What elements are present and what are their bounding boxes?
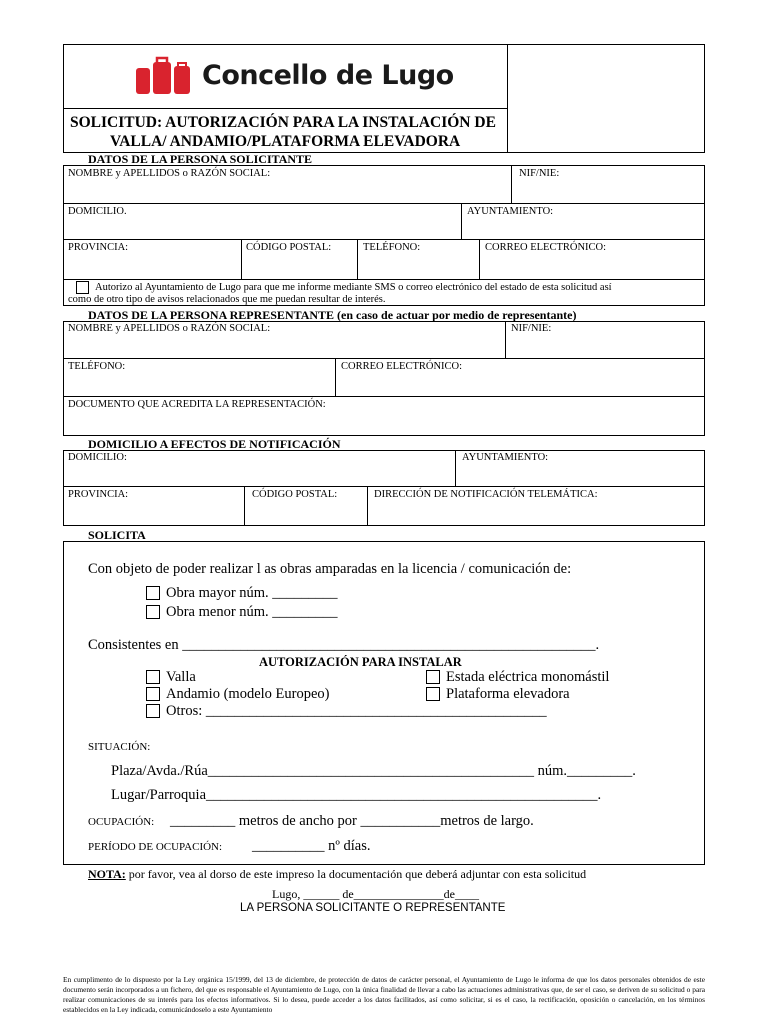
estada-checkbox[interactable]: [426, 670, 440, 684]
solicitante-row1-line: [63, 203, 705, 204]
representante-correo-field[interactable]: CORREO ELECTRÓNICO:: [341, 361, 463, 372]
consistentes-field[interactable]: Consistentes en _________________________________________________________.: [88, 637, 600, 653]
notificacion-ayto-divider: [455, 450, 456, 486]
privacy-footer: En cumplimento de lo dispuesto por la Ley orgánica 15/1999, del 13 de diciembre, de protección de datos de carácter personal, el Ayuntamiento de Lugo le informa de que los datos personales obtenidos de este documento serán incorporados a un fichero, del que es responsable el Ayuntamiento de Lugo, con la única finalidad de llevar a cabo las actuaciones administrativas que, de ser el caso, se deriven de su solicitud o para realizar comunicaciones de su interés para los efectos informativos. Si lo desea, puede acceder a los datos facilitados, así como solicitar, si es el caso, la rectificación, oposición o cancelación, en los términos establecidos en la Ley indicada, comunicándoselo a este Ayuntamiento: [63, 975, 705, 1014]
solicitante-provincia-field[interactable]: PROVINCIA:: [68, 242, 129, 253]
solicitante-nif-divider: [511, 165, 512, 203]
solicitante-telefono-field[interactable]: TELÉFONO:: [363, 242, 421, 253]
notificacion-row-line: [63, 486, 705, 487]
autorizo-text-line2: como de otro tipo de avisos relacionados que me puedan resultar de interés.: [68, 294, 386, 305]
solicitante-ayto-divider: [461, 203, 462, 239]
plataforma-checkbox[interactable]: [426, 687, 440, 701]
valla-label: Valla: [166, 669, 196, 685]
nota-line: [88, 867, 586, 882]
notificacion-cp-divider: [244, 486, 245, 526]
solicita-intro: Con objeto de poder realizar l as obras amparadas en la licencia / comunicación de:: [88, 561, 572, 577]
notificacion-ayuntamiento-field[interactable]: AYUNTAMIENTO:: [462, 452, 549, 463]
notificacion-box: [63, 450, 705, 526]
solicitante-tel-divider: [357, 239, 358, 279]
periodo-label: PERÍODO DE OCUPACIÓN:: [88, 841, 223, 853]
firma-fecha[interactable]: Lugo, ______ de_______________de____: [272, 887, 479, 901]
obra-mayor-label: Obra mayor núm. _________: [166, 585, 338, 601]
representante-nombre-field[interactable]: NOMBRE y APELLIDOS o RAZÓN SOCIAL:: [68, 323, 271, 334]
lugar-field[interactable]: Lugar/Parroquia______________________________________________________.: [111, 787, 602, 803]
firma-firmante: LA PERSONA SOLICITANTE O REPRESENTANTE: [240, 902, 506, 914]
representante-email-divider: [335, 358, 336, 396]
representante-box: [63, 321, 705, 436]
solicitante-row2-line: [63, 239, 705, 240]
solicitante-correo-field[interactable]: CORREO ELECTRÓNICO:: [485, 242, 607, 253]
plaza-field[interactable]: Plaza/Avda./Rúa_____________________________________________ núm._________.: [111, 763, 636, 779]
concello-logo-icon: [134, 56, 198, 96]
obra-menor-checkbox[interactable]: [146, 605, 160, 619]
form-title-line2: VALLA/ ANDAMIO/PLATAFORMA ELEVADORA: [110, 133, 461, 150]
notificacion-telematica-divider: [367, 486, 368, 526]
section-title-solicita: SOLICITA: [88, 528, 146, 542]
otros-field[interactable]: Otros: _______________________________________________: [166, 703, 547, 719]
otros-checkbox[interactable]: [146, 704, 160, 718]
ocupacion-label: OCUPACIÓN:: [88, 816, 155, 828]
obra-menor-label: Obra menor núm. _________: [166, 604, 338, 620]
autorizo-text-line1: Autorizo al Ayuntamiento de Lugo para que me informe mediante SMS o correo electrónico del estado de esta solicitud así: [95, 282, 612, 293]
representante-documento-field[interactable]: DOCUMENTO QUE ACREDITA LA REPRESENTACIÓN:: [68, 399, 326, 410]
estada-label: Estada eléctrica monomástil: [446, 669, 610, 685]
andamio-label: Andamio (modelo Europeo): [166, 686, 330, 702]
header-divider: [507, 44, 508, 153]
section-title-representante: DATOS DE LA PERSONA REPRESENTANTE (en caso de actuar por medio de representante): [88, 308, 577, 322]
section-title-notificacion: DOMICILIO A EFECTOS DE NOTIFICACIÓN: [88, 437, 341, 451]
form-title-line1: SOLICITUD: AUTORIZACIÓN PARA LA INSTALACIÓN DE: [70, 114, 496, 131]
representante-row2-line: [63, 396, 705, 397]
autorizacion-title: AUTORIZACIÓN PARA INSTALAR: [259, 655, 462, 669]
representante-telefono-field[interactable]: TELÉFONO:: [68, 361, 126, 372]
periodo-field[interactable]: __________ nº días.: [252, 838, 371, 854]
solicitante-ayuntamiento-field[interactable]: AYUNTAMIENTO:: [467, 206, 554, 217]
representante-row1-line: [63, 358, 705, 359]
ocupacion-field[interactable]: _________ metros de ancho por ___________metros de largo.: [170, 813, 534, 829]
solicitante-domicilio-field[interactable]: DOMICILIO.: [68, 206, 127, 217]
nota-label: NOTA:: [88, 867, 126, 881]
nota-text: por favor, vea al dorso de este impreso la documentación que deberá adjuntar con esta solicitud: [125, 867, 587, 881]
valla-checkbox[interactable]: [146, 670, 160, 684]
representante-nif-field[interactable]: NIF/NIE:: [511, 323, 552, 334]
solicitante-cp-field[interactable]: CÓDIGO POSTAL:: [246, 242, 332, 253]
solicitante-cp-divider: [241, 239, 242, 279]
representante-nif-divider: [505, 321, 506, 358]
solicitante-email-divider: [479, 239, 480, 279]
solicitante-nif-field[interactable]: NIF/NIE:: [519, 168, 560, 179]
header-title-separator: [63, 108, 508, 109]
notificacion-domicilio-field[interactable]: DOMICILIO:: [68, 452, 127, 463]
plataforma-label: Plataforma elevadora: [446, 686, 570, 702]
andamio-checkbox[interactable]: [146, 687, 160, 701]
notificacion-provincia-field[interactable]: PROVINCIA:: [68, 489, 129, 500]
solicitante-row3-line: [63, 279, 705, 280]
notificacion-telematica-field[interactable]: DIRECCIÓN DE NOTIFICACIÓN TELEMÁTICA:: [374, 489, 598, 500]
notificacion-cp-field[interactable]: CÓDIGO POSTAL:: [252, 489, 338, 500]
section-title-solicitante: DATOS DE LA PERSONA SOLICITANTE: [88, 152, 313, 166]
situacion-label: SITUACIÓN:: [88, 741, 151, 753]
solicitante-nombre-field[interactable]: NOMBRE y APELLIDOS o RAZÓN SOCIAL:: [68, 168, 271, 179]
logo-text: Concello de Lugo: [202, 60, 454, 91]
obra-mayor-checkbox[interactable]: [146, 586, 160, 600]
